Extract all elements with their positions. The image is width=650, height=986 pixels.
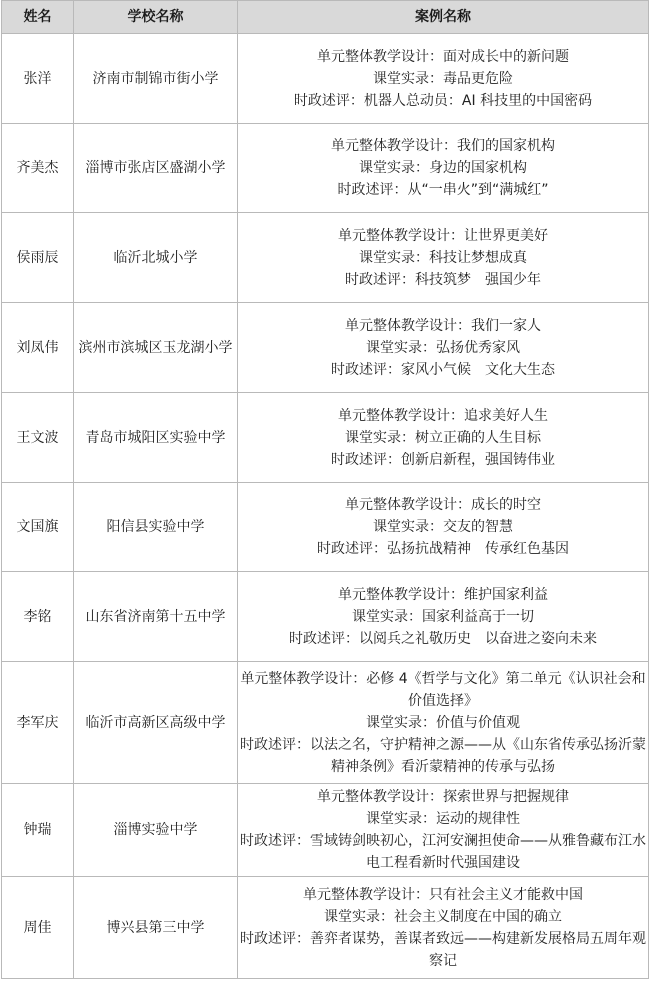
case-line: 课堂实录：运动的规律性 xyxy=(366,811,520,827)
case-cell xyxy=(238,124,649,213)
case-cell xyxy=(238,877,649,979)
case-line: 时政述评：创新启新程，强国铸伟业 xyxy=(331,451,555,468)
case-line: 课堂实录：交友的智慧 xyxy=(373,519,513,535)
table-header xyxy=(2,1,649,34)
case-cell xyxy=(238,393,649,483)
teacher-name: 李铭 xyxy=(2,572,74,662)
case-line: 时政述评：从“一串火”到“满城红” xyxy=(337,182,549,198)
case-line: 单元整体教学设计：维护国家利益 xyxy=(338,586,548,603)
school-name: 博兴县第三中学 xyxy=(74,877,238,979)
case-cell xyxy=(238,662,649,784)
case-cell xyxy=(238,483,649,572)
case-line: 单元整体教学设计：必修 4《哲学与文化》第二单元《认识社会和价值选择》 xyxy=(240,670,646,709)
table-row xyxy=(2,572,649,662)
school-name: 阳信县实验中学 xyxy=(74,483,238,572)
case-cell xyxy=(238,572,649,662)
header-row xyxy=(2,1,649,34)
teacher-name: 齐美杰 xyxy=(2,124,74,213)
case-line: 时政述评：以阅兵之礼敬历史 以奋进之姿向未来 xyxy=(289,630,597,647)
case-line: 时政述评：机器人总动员：AI 科技里的中国密码 xyxy=(293,92,593,109)
table-row xyxy=(2,483,649,572)
case-line: 课堂实录：树立正确的人生目标 xyxy=(345,429,541,446)
table-row xyxy=(2,303,649,393)
table-row xyxy=(2,124,649,213)
teacher-name: 钟瑞 xyxy=(2,784,74,877)
table-body xyxy=(2,34,649,979)
case-line: 单元整体教学设计：面对成长中的新问题 xyxy=(317,48,569,65)
case-line: 时政述评：科技筑梦 强国少年 xyxy=(345,271,541,288)
table-row xyxy=(2,34,649,124)
school-name: 济南市制锦市街小学 xyxy=(74,34,238,124)
teacher-name: 张洋 xyxy=(2,34,74,124)
case-line: 课堂实录：国家利益高于一切 xyxy=(352,608,534,625)
case-line: 课堂实录：价值与价值观 xyxy=(366,714,520,731)
case-line: 单元整体教学设计：我们的国家机构 xyxy=(331,138,555,154)
school-name: 山东省济南第十五中学 xyxy=(74,572,238,662)
teacher-name: 王文波 xyxy=(2,393,74,483)
header-school: 学校名称 xyxy=(74,1,238,34)
school-name: 淄博市张店区盛湖小学 xyxy=(74,124,238,213)
school-name: 临沂市高新区高级中学 xyxy=(74,662,238,784)
case-line: 课堂实录：身边的国家机构 xyxy=(359,160,527,176)
case-line: 单元整体教学设计：探索世界与把握规律 xyxy=(317,789,569,805)
case-line: 单元整体教学设计：我们一家人 xyxy=(345,317,541,334)
case-line: 课堂实录：科技让梦想成真 xyxy=(359,249,527,266)
teacher-name: 文国旗 xyxy=(2,483,74,572)
case-line: 课堂实录：毒品更危险 xyxy=(373,70,513,87)
school-name: 临沂北城小学 xyxy=(74,213,238,303)
case-line: 时政述评：雪域铸剑映初心，江河安澜担使命——从雅鲁藏布江水电工程看新时代强国建设 xyxy=(240,833,646,871)
case-cell xyxy=(238,34,649,124)
school-name: 滨州市滨城区玉龙湖小学 xyxy=(74,303,238,393)
case-line: 单元整体教学设计：成长的时空 xyxy=(345,497,541,513)
case-line: 单元整体教学设计：追求美好人生 xyxy=(338,407,548,424)
case-cell xyxy=(238,213,649,303)
case-line: 单元整体教学设计：只有社会主义才能救中国 xyxy=(303,886,583,903)
table-row xyxy=(2,213,649,303)
case-line: 单元整体教学设计：让世界更美好 xyxy=(338,227,548,244)
case-line: 时政述评：以法之名，守护精神之源——从《山东省传承弘扬沂蒙精神条例》看沂蒙精神的传承与弘扬 xyxy=(240,736,646,775)
case-line: 时政述评：善弈者谋势，善谋者致远——构建新发展格局五周年观察记 xyxy=(240,930,646,969)
case-cell xyxy=(238,303,649,393)
case-line: 时政述评：弘扬抗战精神 传承红色基因 xyxy=(317,541,569,557)
table-row xyxy=(2,784,649,877)
table-row xyxy=(2,393,649,483)
teacher-name: 李军庆 xyxy=(2,662,74,784)
table-row xyxy=(2,877,649,979)
case-line: 课堂实录：弘扬优秀家风 xyxy=(366,339,520,356)
case-cell xyxy=(238,784,649,877)
header-name: 姓名 xyxy=(2,1,74,34)
school-name: 青岛市城阳区实验中学 xyxy=(74,393,238,483)
case-table xyxy=(1,0,649,979)
case-line: 时政述评：家风小气候 文化大生态 xyxy=(331,361,555,378)
teacher-name: 周佳 xyxy=(2,877,74,979)
teacher-name: 侯雨辰 xyxy=(2,213,74,303)
table-row xyxy=(2,662,649,784)
teacher-name: 刘凤伟 xyxy=(2,303,74,393)
school-name: 淄博实验中学 xyxy=(74,784,238,877)
case-line: 课堂实录：社会主义制度在中国的确立 xyxy=(324,908,562,925)
header-case: 案例名称 xyxy=(238,1,649,34)
